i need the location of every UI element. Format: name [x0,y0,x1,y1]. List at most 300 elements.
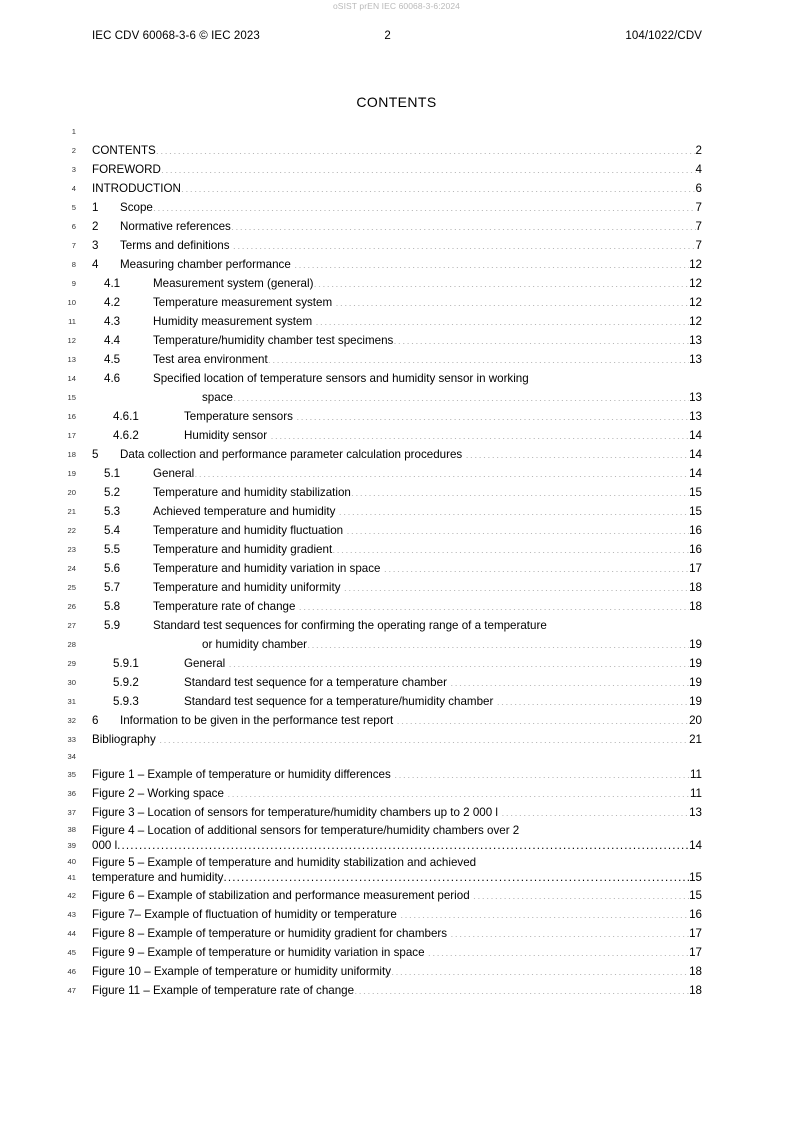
dot-leader [394,766,690,778]
toc-line [0,160,793,179]
toc-entry-number: 5.9 [104,619,121,632]
toc-entry-page: 13 [689,353,702,366]
toc-entry[interactable] [92,274,702,293]
toc-entry-label: Normative references [120,220,231,233]
toc-entry[interactable] [92,198,702,217]
toc-line [0,141,793,160]
toc-entry-number: 5.9.3 [113,695,139,708]
dot-leader [181,180,696,192]
toc-entry-page: 12 [689,296,702,309]
header-page-number: 2 [384,30,391,42]
dot-leader [268,351,689,363]
line-number: 41 [67,873,76,882]
toc-line [0,838,793,854]
toc-entry[interactable] [92,502,702,521]
dot-leader [307,636,689,648]
toc-entry-label: Figure 9 – Example of temperature or humidity variation in space [92,946,428,959]
toc-entry-number: 5.2 [104,486,121,499]
toc-entry-label: space [202,391,233,404]
toc-entry-page: 15 [689,871,702,884]
toc-entry-label: Figure 1 – Example of temperature or humidity differences [92,768,395,781]
toc-entry-page: 19 [689,657,702,670]
toc-line [0,312,793,331]
toc-entry[interactable] [92,521,702,540]
toc-entry[interactable] [92,312,702,331]
toc-line [0,924,793,943]
dot-leader [519,822,702,834]
toc-entry[interactable] [92,331,702,350]
table-of-contents [0,122,793,1000]
toc-line [0,255,793,274]
toc-entry-label: Measurement system (general) [153,277,314,290]
dot-leader [227,785,690,797]
dot-leader [194,465,689,477]
toc-entry-number: 5.6 [104,562,121,575]
toc-entry-number: 5.9.1 [113,657,139,670]
toc-entry-page: 13 [689,334,702,347]
line-number: 38 [67,825,76,834]
toc-line [0,635,793,654]
line-number: 30 [67,678,76,687]
dot-leader [393,332,689,344]
toc-entry-label: Humidity measurement system [153,315,316,328]
line-number: 8 [71,260,76,269]
toc-entry-page: 17 [689,927,702,940]
toc-entry[interactable] [92,445,702,464]
dot-leader [153,199,696,211]
toc-entry-number: 4.3 [104,315,121,328]
toc-line [0,905,793,924]
toc-entry-number: 5.7 [104,581,121,594]
toc-entry[interactable] [92,141,702,160]
toc-entry[interactable] [92,838,702,854]
toc-entry-page: 14 [689,448,702,461]
toc-entry-page: 21 [689,733,702,746]
toc-entry[interactable] [92,578,702,597]
line-number: 37 [67,808,76,817]
toc-entry-label: Scope [120,201,153,214]
toc-entry-label: Temperature/humidity chamber test specimens [153,334,394,347]
toc-entry-page: 11 [689,768,702,781]
toc-entry[interactable] [92,616,702,635]
toc-entry-page: 19 [689,695,702,708]
line-number: 27 [67,621,76,630]
line-number: 36 [67,789,76,798]
toc-entry-label: Temperature and humidity stabilization [153,486,351,499]
toc-entry-number: 2 [92,220,99,233]
dot-leader [473,887,689,899]
toc-entry-label: Figure 11 – Example of temperature rate of change [92,984,355,997]
toc-entry-number: 5.5 [104,543,121,556]
toc-entry-label: Figure 7– Example of fluctuation of humidity or temperature [92,908,401,921]
toc-line [0,388,793,407]
toc-entry-label: Standard test sequence for a temperature chamber [184,676,451,689]
toc-entry-label: General [184,657,229,670]
toc-entry-number: 4 [92,258,99,271]
toc-entry[interactable] [92,981,702,1000]
toc-entry-page: 17 [689,946,702,959]
toc-entry-label: General [153,467,195,480]
dot-leader [529,370,702,382]
dot-leader [396,712,689,724]
dot-leader [450,674,689,686]
toc-line [0,559,793,578]
toc-entry-page: 17 [689,562,702,575]
toc-line [0,749,793,765]
dot-leader [497,693,690,705]
dot-leader [346,522,689,534]
toc-line [0,943,793,962]
toc-line [0,483,793,502]
toc-entry-page: 13 [689,806,702,819]
dot-leader [501,804,689,816]
toc-entry-number: 5.9.2 [113,676,139,689]
dot-leader [354,982,689,994]
dot-leader [223,870,689,882]
dot-leader [391,963,689,975]
dot-leader [400,906,689,918]
toc-line [0,765,793,784]
toc-line [0,445,793,464]
toc-entry-label: INTRODUCTION [92,182,181,195]
toc-entry[interactable] [92,293,702,312]
toc-line [0,502,793,521]
toc-entry[interactable] [92,730,702,749]
toc-line [0,426,793,445]
dot-leader [313,275,689,287]
toc-entry[interactable] [92,962,702,981]
dot-leader [294,256,689,268]
line-number: 40 [67,857,76,866]
toc-entry-number: 4.5 [104,353,121,366]
toc-entry-label: Specified location of temperature sensors and humidity sensor in working [153,372,529,385]
line-number: 16 [67,412,76,421]
toc-entry-page: 19 [689,638,702,651]
toc-entry-label: Temperature sensors [184,410,297,423]
toc-entry-page: 6 [695,182,702,195]
toc-entry[interactable] [92,635,702,654]
line-number: 46 [67,967,76,976]
toc-line [0,597,793,616]
toc-entry-label: Temperature and humidity fluctuation [153,524,347,537]
dot-leader [428,944,689,956]
toc-entry[interactable] [92,905,702,924]
toc-line [0,407,793,426]
toc-entry[interactable] [92,692,702,711]
line-number: 3 [71,165,76,174]
dot-leader [335,294,689,306]
toc-entry-page: 16 [689,543,702,556]
line-number: 13 [67,355,76,364]
dot-leader [299,598,689,610]
toc-entry[interactable] [92,540,702,559]
toc-entry-number: 4.4 [104,334,121,347]
toc-line [0,236,793,255]
toc-entry[interactable] [92,179,702,198]
toc-entry-page: 20 [689,714,702,727]
toc-entry-number: 3 [92,239,99,252]
line-number: 6 [71,222,76,231]
toc-entry-number: 4.6.2 [113,429,139,442]
toc-line [0,540,793,559]
dot-leader [270,427,689,439]
toc-entry[interactable] [92,407,702,426]
toc-line [0,331,793,350]
toc-entry-number: 5.4 [104,524,121,537]
toc-entry-page: 16 [689,908,702,921]
line-number: 44 [67,929,76,938]
toc-line [0,198,793,217]
toc-line [0,981,793,1000]
dot-leader [233,389,689,401]
toc-entry[interactable] [92,822,702,839]
toc-entry[interactable] [92,388,702,407]
dot-leader [315,313,689,325]
toc-line [0,654,793,673]
toc-line [0,822,793,838]
toc-line [0,616,793,635]
line-number: 21 [67,507,76,516]
line-number: 19 [67,469,76,478]
toc-line [0,854,793,870]
toc-line [0,673,793,692]
toc-entry-page: 7 [695,201,702,214]
line-number: 14 [67,374,76,383]
toc-entry-page: 18 [689,965,702,978]
header-reference-code: 104/1022/CDV [625,30,702,42]
dot-leader [332,541,689,553]
line-number: 5 [71,203,76,212]
toc-entry-label: Figure 2 – Working space [92,787,228,800]
toc-entry-page: 15 [689,889,702,902]
dot-leader [547,617,702,629]
toc-entry-label: Figure 6 – Example of stabilization and performance measurement period [92,889,473,902]
toc-entry-label: Standard test sequence for a temperature/humidity chamber [184,695,497,708]
toc-entry-number: 1 [92,201,99,214]
toc-entry[interactable] [92,870,702,886]
toc-entry-label: Information to be given in the performance test report [120,714,397,727]
toc-entry-number: 4.6 [104,372,121,385]
line-number: 25 [67,583,76,592]
toc-entry-label: Temperature measurement system [153,296,336,309]
line-number: 29 [67,659,76,668]
toc-line [0,274,793,293]
line-number: 47 [67,986,76,995]
toc-entry[interactable] [92,369,702,388]
dot-leader [161,161,696,173]
toc-entry-label: Temperature and humidity variation in space [153,562,384,575]
toc-line [0,179,793,198]
toc-entry-page: 2 [695,144,702,157]
line-number: 39 [67,841,76,850]
toc-entry[interactable] [92,924,702,943]
toc-line [0,578,793,597]
toc-entry-label: 000 l [92,839,118,852]
toc-entry-page: 14 [689,839,702,852]
line-number: 15 [67,393,76,402]
line-number: 43 [67,910,76,919]
toc-entry-number: 5 [92,448,99,461]
toc-line [0,464,793,483]
toc-line [0,870,793,886]
toc-line [0,803,793,822]
toc-entry[interactable] [92,597,702,616]
toc-line [0,521,793,540]
toc-entry[interactable] [92,943,702,962]
line-number: 31 [67,697,76,706]
toc-entry-label: or humidity chamber [202,638,308,651]
toc-line [0,962,793,981]
toc-entry-page: 12 [689,277,702,290]
header-document-id: IEC CDV 60068-3-6 © IEC 2023 [92,30,260,42]
page-header [92,30,702,42]
line-number: 1 [71,127,76,136]
toc-entry[interactable] [92,854,702,871]
toc-entry[interactable] [92,673,702,692]
dot-leader [159,731,689,743]
toc-entry[interactable] [92,217,702,236]
toc-entry[interactable] [92,350,702,369]
toc-line [0,350,793,369]
line-number: 20 [67,488,76,497]
toc-entry-page: 15 [689,486,702,499]
toc-entry[interactable] [92,654,702,673]
toc-entry-page: 13 [689,391,702,404]
dot-leader [476,854,702,866]
line-number: 7 [71,241,76,250]
toc-line [0,122,793,141]
toc-entry[interactable] [92,160,702,179]
toc-entry[interactable] [92,765,702,784]
toc-entry-label: Figure 3 – Location of sensors for temperature/humidity chambers up to 2 000 l [92,806,502,819]
toc-entry-number: 5.8 [104,600,121,613]
toc-line [0,369,793,388]
toc-entry-number: 5.1 [104,467,121,480]
line-number: 32 [67,716,76,725]
dot-leader [465,446,689,458]
toc-entry[interactable] [92,711,702,730]
dot-leader [339,503,689,515]
line-number: 23 [67,545,76,554]
toc-entry[interactable] [92,236,702,255]
toc-entry-label: Measuring chamber performance [120,258,294,271]
toc-entry-label: FOREWORD [92,163,161,176]
toc-entry-label: Bibliography [92,733,160,746]
toc-entry-page: 4 [695,163,702,176]
toc-line [0,217,793,236]
toc-line [0,692,793,711]
line-number: 18 [67,450,76,459]
line-number: 12 [67,336,76,345]
toc-entry-label: Achieved temperature and humidity [153,505,339,518]
toc-entry-page: 12 [689,315,702,328]
toc-entry-label: Test area environment [153,353,268,366]
toc-entry-label: Standard test sequences for confirming the operating range of a temperature [153,619,547,632]
toc-entry-label: Temperature and humidity uniformity [153,581,344,594]
toc-entry-page: 14 [689,467,702,480]
dot-leader [296,408,689,420]
toc-entry-page: 12 [689,258,702,271]
line-number: 11 [68,317,76,326]
line-number: 35 [67,770,76,779]
line-number: 2 [71,146,76,155]
toc-entry-label: Figure 4 – Location of additional sensors for temperature/humidity chambers over 2 [92,823,520,837]
toc-line [0,711,793,730]
toc-entry-page: 18 [689,581,702,594]
toc-entry-label: CONTENTS [92,144,156,157]
line-number: 45 [67,948,76,957]
line-number: 42 [67,891,76,900]
toc-entry-number: 5.3 [104,505,121,518]
toc-line [0,730,793,749]
toc-entry[interactable] [92,559,702,578]
line-number: 4 [71,184,76,193]
toc-entry[interactable] [92,426,702,445]
dot-leader [228,655,689,667]
toc-entry[interactable] [92,803,702,822]
dot-leader [344,579,689,591]
dot-leader [384,560,689,572]
toc-entry-label: Temperature and humidity gradient [153,543,333,556]
line-number: 26 [67,602,76,611]
line-number: 10 [67,298,76,307]
toc-line [0,784,793,803]
line-number: 22 [67,526,76,535]
line-number: 9 [71,279,76,288]
toc-entry-label: Figure 8 – Example of temperature or humidity gradient for chambers [92,927,451,940]
toc-entry-label: Figure 10 – Example of temperature or humidity uniformity [92,965,391,978]
dot-leader [156,142,696,154]
toc-entry-page: 18 [689,600,702,613]
toc-entry-label: Terms and definitions [120,239,233,252]
toc-entry-page: 13 [689,410,702,423]
toc-entry-number: 4.2 [104,296,121,309]
toc-entry-page: 14 [689,429,702,442]
dot-leader [117,838,689,850]
line-number: 33 [67,735,76,744]
dot-leader [231,218,696,230]
toc-entry-label: Data collection and performance parameter calculation procedures [120,448,466,461]
toc-line [0,886,793,905]
toc-entry[interactable] [92,483,702,502]
toc-entry-page: 7 [695,220,702,233]
line-number: 17 [67,431,76,440]
toc-entry[interactable] [92,784,702,803]
dot-leader [351,484,689,496]
toc-entry-page: 18 [689,984,702,997]
toc-entry-label: Figure 5 – Example of temperature and humidity stabilization and achieved [92,855,477,869]
toc-entry-page: 16 [689,524,702,537]
dot-leader [233,237,696,249]
toc-entry[interactable] [92,464,702,483]
toc-entry-page: 7 [695,239,702,252]
toc-entry-page: 11 [689,787,702,800]
toc-line [0,293,793,312]
toc-entry[interactable] [92,255,702,274]
toc-entry-page: 15 [689,505,702,518]
toc-entry-number: 4.1 [104,277,121,290]
toc-entry-label: Humidity sensor [184,429,271,442]
dot-leader [450,925,689,937]
document-watermark: oSIST prEN IEC 60068-3-6:2024 [332,1,460,11]
toc-entry[interactable] [92,886,702,905]
toc-entry-page: 19 [689,676,702,689]
toc-entry-number: 4.6.1 [113,410,139,423]
toc-entry-label: Temperature rate of change [153,600,299,613]
line-number: 34 [67,752,76,761]
toc-entry-number: 6 [92,714,99,727]
toc-entry-label: temperature and humidity [92,871,224,884]
